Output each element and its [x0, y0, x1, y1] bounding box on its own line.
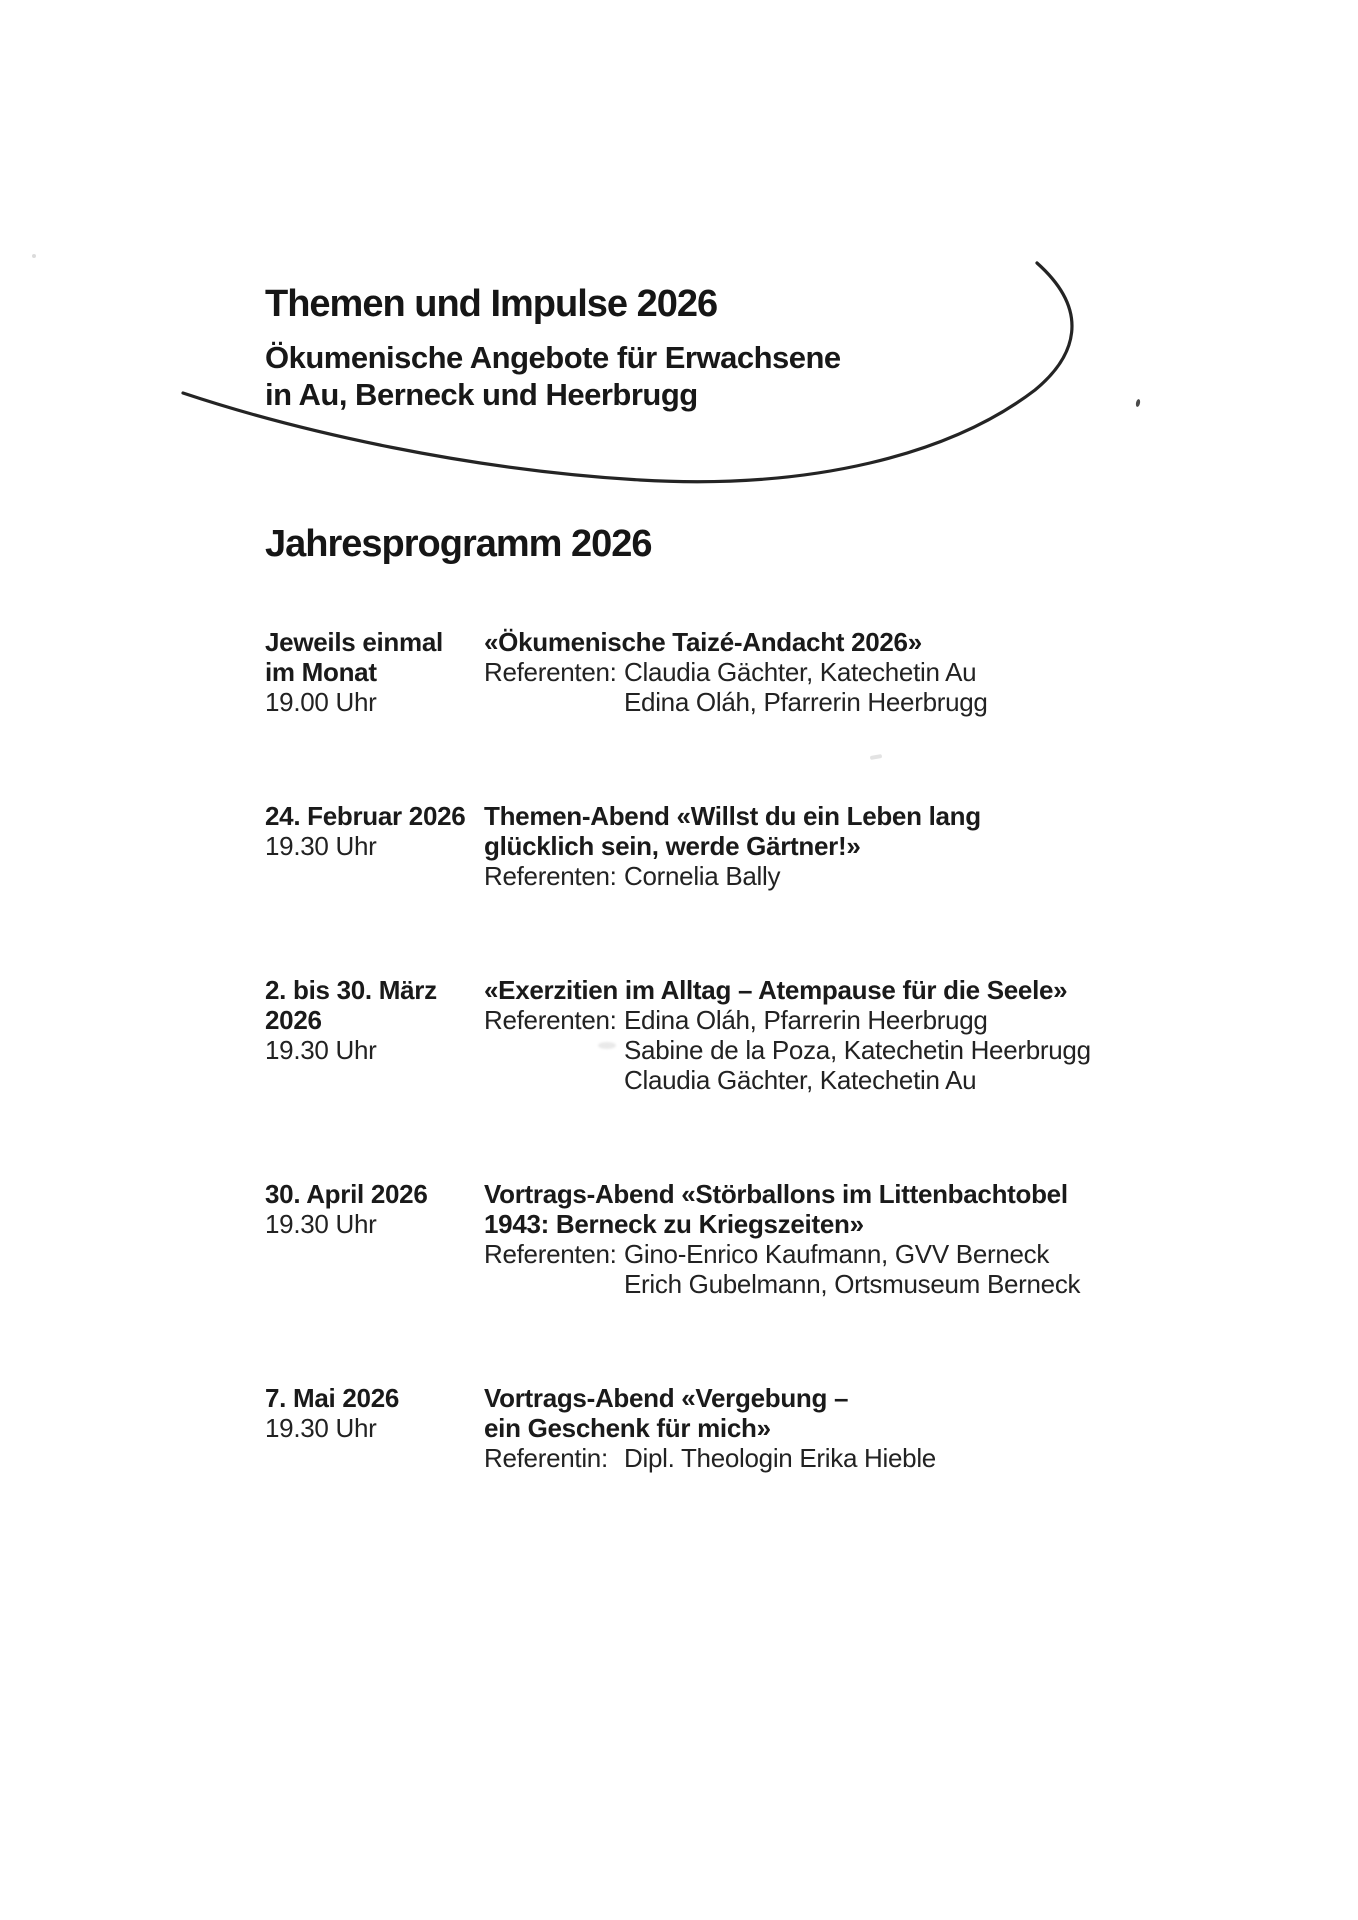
referent-row	[484, 1005, 1185, 1095]
subtitle-line-2: in Au, Berneck und Heerbrugg	[265, 377, 698, 412]
entry-time: 19.30 Uhr	[265, 1209, 377, 1239]
referent-label: Referenten:	[484, 861, 617, 891]
entry-date: 7. Mai 2026	[265, 1383, 400, 1413]
referent-row	[484, 861, 1185, 891]
entry-date: 2026	[265, 1005, 322, 1035]
program-entry	[265, 627, 1185, 717]
entry-date: im Monat	[265, 657, 377, 687]
referent-label: Referentin:	[484, 1443, 608, 1473]
referent-row	[484, 1443, 1185, 1473]
referent-row	[484, 657, 1185, 717]
page-subtitle	[265, 339, 841, 413]
entry-title: 1943: Berneck zu Kriegszeiten»	[484, 1209, 864, 1239]
referent-label: Referenten:	[484, 1005, 617, 1035]
referent-names	[624, 861, 1185, 891]
referent-names	[624, 1443, 1185, 1473]
entry-date-column	[265, 975, 484, 1095]
referent-name: Erich Gubelmann, Ortsmuseum Berneck	[624, 1269, 1081, 1299]
referent-names	[624, 1239, 1185, 1299]
entry-date-column	[265, 801, 484, 891]
page-title: Themen und Impulse 2026	[265, 283, 718, 325]
referent-label: Referenten:	[484, 657, 617, 687]
program-entry	[265, 975, 1185, 1095]
referent-name: Cornelia Bally	[624, 861, 781, 891]
entry-detail-column	[484, 975, 1185, 1095]
entry-time: 19.30 Uhr	[265, 831, 377, 861]
entry-time: 19.00 Uhr	[265, 687, 377, 717]
referent-label: Referenten:	[484, 1239, 617, 1269]
referent-name: Edina Oláh, Pfarrerin Heerbrugg	[624, 1005, 988, 1035]
ellipse-swoosh-graphic	[0, 0, 1358, 560]
entry-time: 19.30 Uhr	[265, 1035, 377, 1065]
entry-title: Vortrags-Abend «Störballons im Littenbachtobel	[484, 1179, 1068, 1209]
entry-title: Themen-Abend «Willst du ein Leben lang	[484, 801, 981, 831]
scan-artifact	[32, 254, 36, 258]
entry-date: 2. bis 30. März	[265, 975, 437, 1005]
referent-name: Dipl. Theologin Erika Hieble	[624, 1443, 936, 1473]
entry-title: «Exerzitien im Alltag – Atempause für die Seele»	[484, 975, 1068, 1005]
entry-detail-column	[484, 1179, 1185, 1299]
entry-title: ein Geschenk für mich»	[484, 1413, 771, 1443]
entry-detail-column	[484, 1383, 1185, 1473]
entry-date: 24. Februar 2026	[265, 801, 466, 831]
entry-title: «Ökumenische Taizé-Andacht 2026»	[484, 627, 922, 657]
entry-date-column	[265, 1179, 484, 1299]
entry-date: 30. April 2026	[265, 1179, 428, 1209]
entry-detail-column	[484, 627, 1185, 717]
program-entry	[265, 801, 1185, 891]
referent-name: Edina Oláh, Pfarrerin Heerbrugg	[624, 687, 988, 717]
referent-names	[624, 657, 1185, 717]
referent-row	[484, 1239, 1185, 1299]
referent-name: Claudia Gächter, Katechetin Au	[624, 657, 977, 687]
program-entry	[265, 1179, 1185, 1299]
program-entries-list	[265, 627, 1185, 1557]
entry-date-column	[265, 627, 484, 717]
entry-title: glücklich sein, werde Gärtner!»	[484, 831, 861, 861]
referent-name: Sabine de la Poza, Katechetin Heerbrugg	[624, 1035, 1091, 1065]
referent-name: Gino-Enrico Kaufmann, GVV Berneck	[624, 1239, 1050, 1269]
program-entry	[265, 1383, 1185, 1473]
entry-title: Vortrags-Abend «Vergebung –	[484, 1383, 849, 1413]
entry-date: Jeweils einmal	[265, 627, 443, 657]
entry-detail-column	[484, 801, 1185, 891]
entry-date-column	[265, 1383, 484, 1473]
section-heading: Jahresprogramm 2026	[265, 523, 652, 565]
referent-name: Claudia Gächter, Katechetin Au	[624, 1065, 977, 1095]
referent-names	[624, 1005, 1185, 1095]
entry-time: 19.30 Uhr	[265, 1413, 377, 1443]
scan-speck-dot	[1135, 399, 1141, 408]
subtitle-line-1: Ökumenische Angebote für Erwachsene	[265, 340, 841, 375]
